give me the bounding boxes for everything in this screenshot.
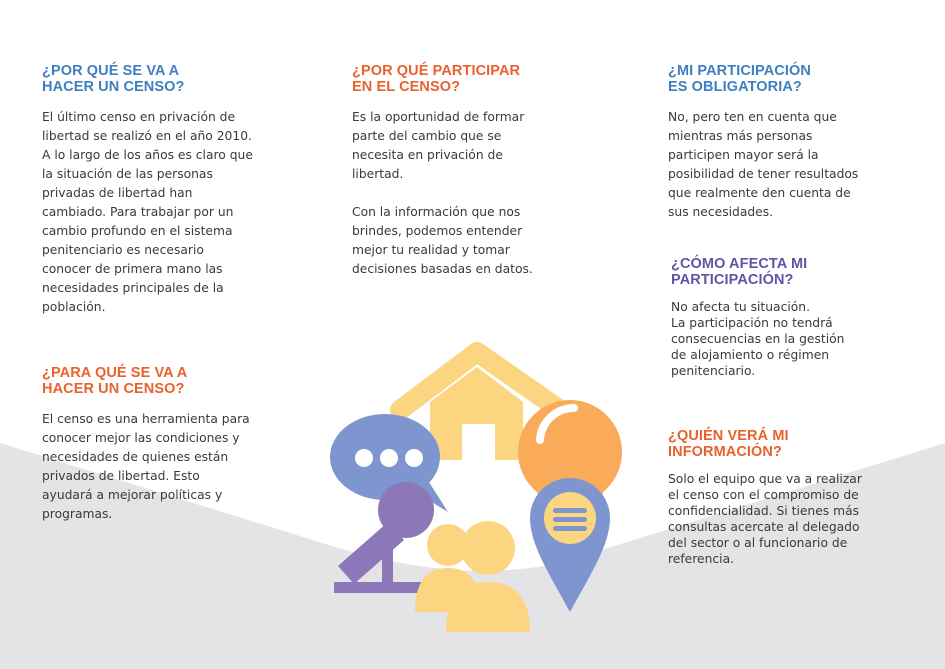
body-como-afecta: No afecta tu situación. La participación no tendrá consecuencias en la gestión de alojamiento o régimen penitenciario.	[671, 300, 845, 378]
heading-por-que-censo: ¿POR QUÉ SE VA A HACER UN CENSO?	[42, 63, 185, 95]
body-quien-vera: Solo el equipo que va a realizar el censo con el compromiso de confidencialidad. Si tienes más consultas acercate al delegado del sector o al funcionario de referencia.	[668, 472, 862, 566]
people-icon	[415, 521, 530, 632]
heading-para-que-censo: ¿PARA QUÉ SE VA A HACER UN CENSO?	[42, 365, 188, 397]
heading-obligatoria: ¿MI PARTICIPACIÓN ES OBLIGATORIA?	[668, 63, 811, 95]
heading-como-afecta: ¿CÓMO AFECTA MI PARTICIPACIÓN?	[671, 256, 808, 288]
body-por-que-censo: El último censo en privación de libertad se realizó en el año 2010. A lo largo de los años es claro que la situación de las personas privadas de libertad han cambiado. Para trabajar por un cambio profundo en el sistema penitenciario es necesario conocer de primera mano las necesidades principales de la población.	[42, 110, 253, 314]
body-obligatoria: No, pero ten en cuenta que mientras más personas participen mayor será la posibilidad de tener resultados que realmente den cuenta de sus necesidades.	[668, 110, 859, 219]
heading-quien-vera: ¿QUIÉN VERÁ MI INFORMACIÓN?	[668, 428, 789, 460]
body-para-que-censo: El censo es una herramienta para conocer mejor las condiciones y necesidades de quienes están privados de libertad. Esto ayudará a mejorar políticas y programas.	[42, 412, 250, 521]
body-por-que-participar-2: Con la información que nos brindes, podemos entender mejor tu realidad y tomar decisiones basadas en datos.	[352, 205, 533, 276]
location-pin-icon	[530, 478, 610, 612]
body-por-que-participar-1: Es la oportunidad de formar parte del cambio que se necesita en privación de libertad.	[352, 110, 525, 181]
heading-por-que-participar: ¿POR QUÉ PARTICIPAR EN EL CENSO?	[352, 63, 521, 95]
